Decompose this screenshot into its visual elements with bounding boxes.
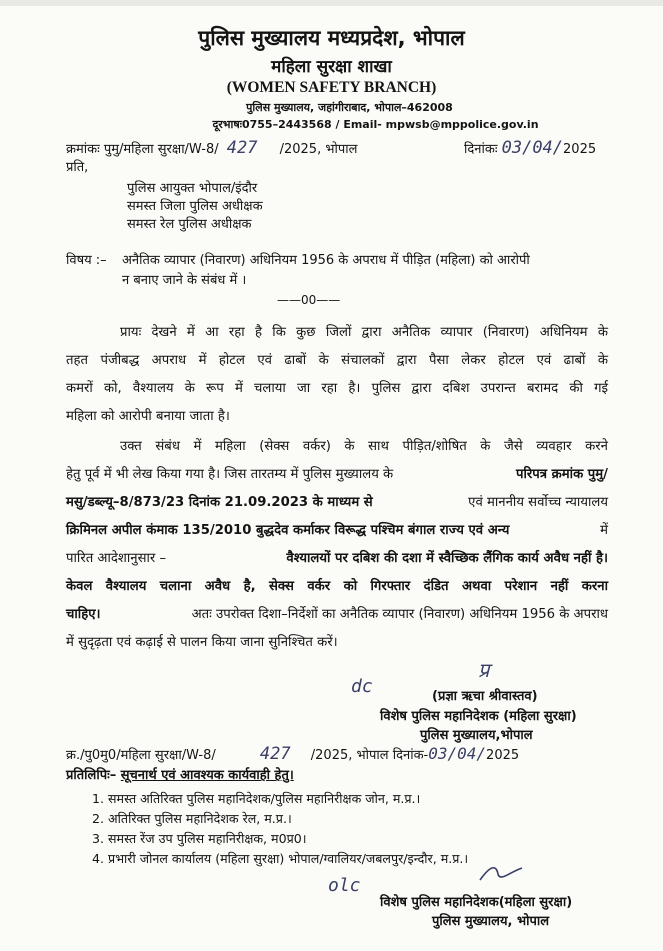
para2-line-2-text: हेतु पूर्व में भी लेख किया गया है। जिस तारतम्य में पुलिस मुख्यालय के [66, 467, 394, 482]
order-text: पारित आदेशानुसार – [66, 551, 167, 566]
copy-item-2 [92, 810, 292, 827]
copy-line [66, 765, 294, 783]
para2-line-4-end: में [600, 523, 608, 538]
to-label: प्रति, [66, 160, 89, 175]
endorsement-reference [66, 744, 519, 764]
reference-year-place: /2025, भोपाल [279, 142, 358, 157]
endorsement-date-handwritten: 03/04/ [428, 744, 487, 763]
copy-item-1-number: 1. [92, 791, 109, 806]
copy-item-1-text: समस्त अतिरिक्त पुलिस महानिदेशक/पुलिस महानिरीक्षक जोन, म.प्र.। [108, 791, 421, 806]
criminal-appeal-reference: क्रिमिनल अपील कंमाक 135/2010 बुद्धदेव कर्माकर विरूद्ध पश्चिम बंगाल राज्य एवं अन्य [66, 523, 510, 538]
para2-line-8: में सुदृढ़ता एवं कढ़ाई से पालन किया जाना सुनिश्चित करें। [66, 635, 338, 650]
signatory-designation: विशेष पुलिस महानिदेशक (महिला सुरक्षा) [380, 709, 577, 724]
copy-item-3-number: 3. [92, 831, 109, 846]
date-year: 2025 [563, 142, 597, 157]
signatory-office: पुलिस मुख्यालय,भोपाल [420, 728, 533, 743]
scan-edge [0, 0, 663, 6]
date-label: दिनांकः [464, 142, 498, 157]
para2-line-1: उक्त संबंध में महिला (सेक्स वर्कर) के साथ पीड़ित/शोषित के जैसे व्यवहार करने [120, 439, 608, 454]
para2-line-7-text: अतः उपरोक्त दिशा–निर्देशों का अनैतिक व्यापार (निवारण) अधिनियम 1956 के अपराध [191, 607, 608, 622]
para1-line-2: तहत पंजीबद्ध अपराध में होटल एवं ढाबों के संचालकों द्वारा पैसा लेकर होटल एवं ढाबों के [66, 353, 608, 368]
copy-purpose: सूचनार्थ एवं आवश्यक कार्यवाही हेतु। [120, 768, 294, 783]
copy-label: प्रतिलिपिः– [66, 768, 117, 783]
second-initial-handwritten: olc [328, 875, 361, 896]
reference-line [66, 138, 357, 158]
copy-item-4 [92, 850, 468, 867]
endorsement-number-handwritten: 427 [259, 744, 291, 764]
second-signature-mark [476, 860, 526, 886]
recipient-2: समस्त जिला पुलिस अधीक्षक [127, 199, 263, 214]
copy-item-4-number: 4. [92, 851, 109, 866]
subject-line-1: अनैतिक व्यापार (निवारण) अधिनियम 1956 के अपराध में पीड़ित (महिला) को आरोपी [122, 253, 530, 268]
para2-line-2 [66, 464, 608, 482]
reference-number-handwritten: 427 [226, 138, 258, 158]
signature-handwritten: प्र [478, 658, 490, 682]
branch-name-english: (WOMEN SAFETY BRANCH) [226, 79, 437, 96]
letterhead-subtitle: महिला सुरक्षा शाखा [271, 57, 392, 77]
copy-item-3 [92, 830, 307, 847]
letterhead-title: पुलिस मुख्यालय मध्यप्रदेश, भोपाल [198, 26, 465, 50]
subject-label: विषय :– [66, 253, 107, 268]
copy-item-2-number: 2. [92, 811, 109, 826]
signatory-name: (प्रज्ञा ऋचा श्रीवास्तव) [432, 689, 538, 704]
separator: ——00—— [277, 293, 341, 307]
reference-date [464, 138, 596, 158]
supreme-court-text: एवं माननीय सर्वोच्च न्यायालय [468, 495, 608, 510]
key-direction-2: केवल वैश्यालय चलाना अवैध है, सेक्स वर्कर को गिरफ्तार दंडित अथवा परेशान नहीं करना [66, 579, 608, 594]
date-handwritten: 03/04/ [501, 138, 564, 158]
recipient-1: पुलिस आयुक्त भोपाल/इंदौर [127, 181, 258, 196]
endorsement-date-year: 2025 [486, 748, 520, 763]
key-direction-1: वैश्यालयों पर दबिश की दशा में स्वैच्छिक लैंगिक कार्य अवैध नहीं है। [286, 551, 608, 566]
copy-item-4-text: प्रभारी जोनल कार्यालय (महिला सुरक्षा) भोपाल/ग्वालियर/जबलपुर/इन्दौर, म.प्र.। [108, 851, 469, 866]
recipient-3: समस्त रेल पुलिस अधीक्षक [127, 217, 252, 232]
circular-reference: परिपत्र क्रमांक पुमु/ [515, 467, 608, 482]
office-address: पुलिस मुख्यालय, जहांगीराबाद, भोपाल–462008 [246, 101, 453, 114]
endorsement-prefix: क्र./पु0मु0/महिला सुरक्षा/W-8/ [66, 748, 216, 763]
copy-item-1 [92, 790, 420, 807]
reference-prefix: क्रमांकः पुमु/महिला सुरक्षा/W-8/ [66, 142, 219, 157]
key-direction-3: चाहिए। [66, 607, 101, 622]
para2-line-4 [66, 520, 608, 538]
copy-item-3-text: समस्त रेंज उप पुलिस महानिरीक्षक, म0प्र0। [108, 831, 307, 846]
para1-line-4: महिला को आरोपी बनाया जाता है। [66, 409, 230, 424]
para1-line-3: कमरों को, वैश्यालय के रूप में चलाया जा रहा है। पुलिस द्वारा दबिश उपरान्त बरामद की गई [66, 381, 608, 396]
para2-line-3 [66, 492, 608, 510]
para2-line-7 [66, 604, 608, 622]
initial-handwritten: dc [351, 676, 373, 697]
para1-line-1: प्रायः देखने में आ रहा है कि कुछ जिलों द्वारा अनैतिक व्यापार (निवारण) अधिनियम के [120, 325, 608, 340]
copy-item-2-text: अतिरिक्त पुलिस महानिदेशक रेल, म.प्र.। [108, 811, 292, 826]
office-contact: दूरभाषः0755–2443568 / Email- mpwsb@mppolice.gov.in [212, 118, 539, 131]
para2-line-5 [66, 548, 608, 566]
second-signatory-office: पुलिस मुख्यालय, भोपाल [432, 914, 550, 929]
second-signatory-designation: विशेष पुलिस महानिदेशक(महिला सुरक्षा) [380, 895, 573, 910]
circular-number-date: मसु/डब्ल्यू–8/873/23 दिनांक 21.09.2023 के माध्यम से [66, 495, 373, 510]
endorsement-year-place: /2025, भोपाल दिनांक- [310, 748, 429, 763]
subject-line-2: न बनाए जाने के संबंध में । [122, 273, 247, 288]
